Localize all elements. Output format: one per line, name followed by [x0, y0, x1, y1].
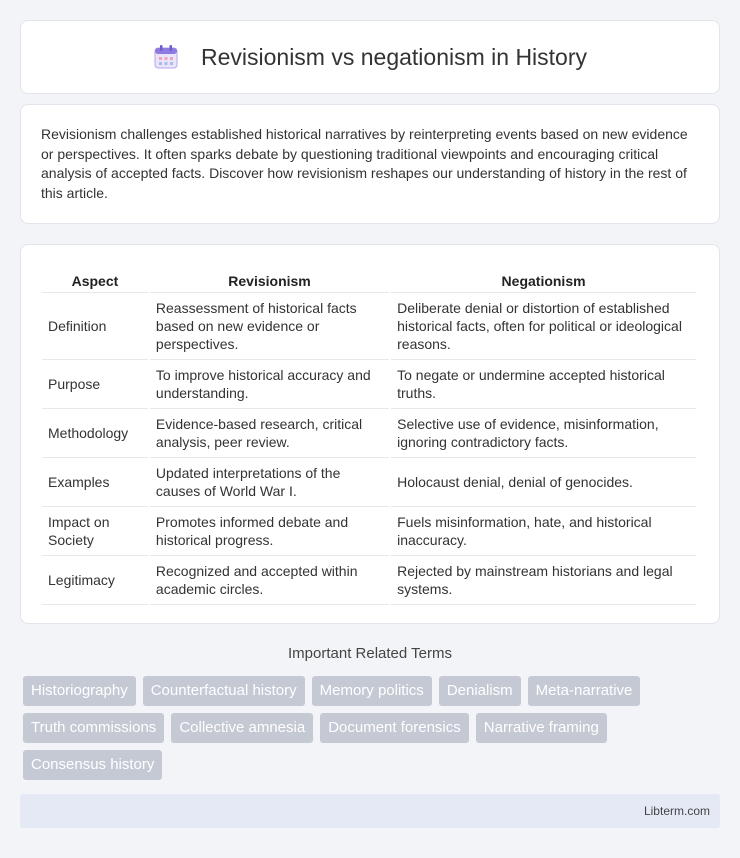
aspect-cell: Purpose — [42, 360, 148, 409]
footer-site-link[interactable]: Libterm.com — [643, 804, 710, 818]
aspect-cell: Examples — [42, 458, 148, 507]
intro-text: Revisionism challenges established historical narratives by reinterpreting events based on new evidence or perspectives. It often sparks debate by questioning traditional viewpoints and encouraging critical analysis of accepted facts. Discover how revisionism reshapes our understanding of history in the rest of this article. — [41, 126, 688, 201]
related-term-tag[interactable]: Denialism — [439, 676, 521, 706]
aspect-cell: Definition — [42, 293, 148, 360]
table-row — [42, 458, 696, 507]
related-term-tag[interactable]: Narrative framing — [476, 713, 607, 743]
table-row — [42, 556, 696, 605]
table-header-row — [42, 265, 696, 293]
header-revisionism: Revisionism — [150, 265, 389, 293]
title-card — [20, 20, 720, 94]
related-terms-title: Important Related Terms — [288, 645, 452, 662]
footer — [20, 794, 720, 828]
page-title: Revisionism vs negationism in History — [200, 43, 587, 70]
related-term-tag[interactable]: Historiography — [23, 676, 136, 706]
negationism-cell: Rejected by mainstream historians and legal systems. — [391, 556, 696, 605]
aspect-cell: Impact on Society — [42, 507, 148, 556]
negationism-cell: Selective use of evidence, misinformation, ignoring contradictory facts. — [391, 409, 696, 458]
revisionism-cell: Recognized and accepted within academic circles. — [150, 556, 389, 605]
negationism-cell: Deliberate denial or distortion of established historical facts, often for political or ideological reasons. — [391, 293, 696, 360]
related-terms-list — [23, 676, 723, 780]
table-row — [42, 293, 696, 360]
table-row — [42, 360, 696, 409]
related-term-tag[interactable]: Document forensics — [320, 713, 469, 743]
revisionism-cell: Updated interpretations of the causes of World War I. — [150, 458, 389, 507]
aspect-cell: Legitimacy — [42, 556, 148, 605]
revisionism-cell: Reassessment of historical facts based on new evidence or perspectives. — [150, 293, 389, 360]
revisionism-cell: Promotes informed debate and historical progress. — [150, 507, 389, 556]
related-term-tag[interactable]: Counterfactual history — [143, 676, 305, 706]
revisionism-cell: To improve historical accuracy and understanding. — [150, 360, 389, 409]
calendar-icon — [153, 44, 179, 70]
aspect-cell: Methodology — [42, 409, 148, 458]
header-aspect: Aspect — [42, 265, 148, 293]
table-row — [42, 409, 696, 458]
related-term-tag[interactable]: Consensus history — [23, 750, 162, 780]
negationism-cell: Holocaust denial, denial of genocides. — [391, 458, 696, 507]
intro-card — [20, 104, 720, 224]
comparison-table — [40, 265, 698, 605]
related-term-tag[interactable]: Memory politics — [312, 676, 432, 706]
related-term-tag[interactable]: Collective amnesia — [171, 713, 313, 743]
header-negationism: Negationism — [391, 265, 696, 293]
revisionism-cell: Evidence-based research, critical analysis, peer review. — [150, 409, 389, 458]
negationism-cell: To negate or undermine accepted historical truths. — [391, 360, 696, 409]
table-row — [42, 507, 696, 556]
negationism-cell: Fuels misinformation, hate, and historical inaccuracy. — [391, 507, 696, 556]
related-term-tag[interactable]: Meta-narrative — [528, 676, 641, 706]
related-term-tag[interactable]: Truth commissions — [23, 713, 164, 743]
comparison-card — [20, 244, 720, 624]
